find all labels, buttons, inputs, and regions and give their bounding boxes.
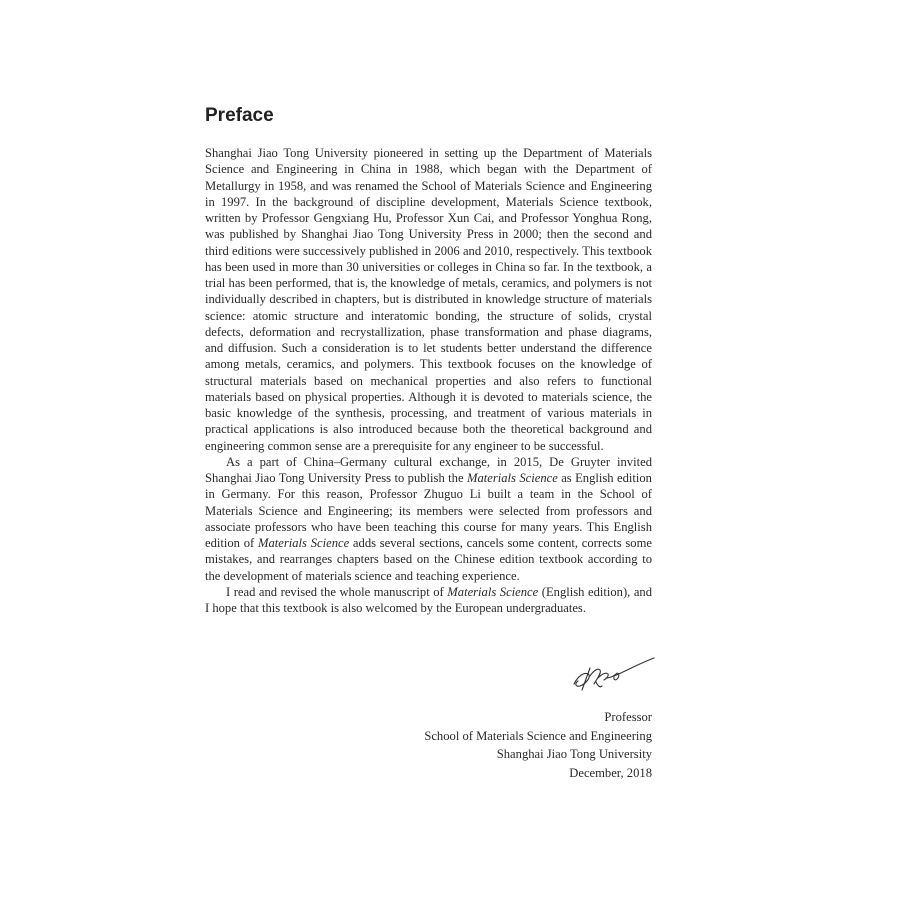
paragraph-1 xyxy=(205,145,652,454)
handwritten-signature xyxy=(568,654,658,698)
book-title-italic: Materials Science xyxy=(466,471,558,485)
paragraph-3 xyxy=(205,584,652,617)
closing-role: Professor xyxy=(604,710,652,724)
closing-school: School of Materials Science and Engineering xyxy=(424,728,652,743)
paragraph-2-text-a: As a part of China–Germany cultural exchange, in 2015, De Gruyter invited Shanghai Jiao Tong University Press to publish the xyxy=(205,454,652,485)
paragraph-2-text-b: as English edition in Germany. For this reason, Professor Zhuguo Li built a team in the School of Materials Science and Engineering; its members were selected from professors and associate professors who have been teaching this course for many years. This English edition of xyxy=(205,471,652,550)
paragraph-1-text: Shanghai Jiao Tong University pioneered in setting up the Department of Materials Science and Engineering in China in 1988, which began with the Department of Metallurgy in 1958, and was renamed the School of Materials Science and Engineering in 1997. In the background of discipline development, Materials Science textbook, written by Professor Gengxiang Hu, Professor Xun Cai, and Professor Yonghua Rong, was published by Shanghai Jiao Tong University Press in 2000; then the second and third editions were successively published in 2006 and 2010, respectively. This textbook has been used in more than 30 universities or colleges in China so far. In the textbook, a trial has been performed, that is, the knowledge of metals, ceramics, and polymers is not individually described in chapters, but is distributed in knowledge structure of materials science: atomic structure and interatomic bonding, the structure of solids, crystal defects, deformation and recrystallization, phase transformation and phase diagrams, and diffusion. Such a consideration is to let students better understand the difference among metals, ceramics, and polymers. This textbook focuses on the knowledge of structural materials based on mechanical properties and also refers to functional materials based on physical properties. Although it is devoted to materials science, the basic knowledge of the synthesis, processing, and treatment of various materials in practical applications is also introduced because both the theoretical background and engineering common sense are a prerequisite for any engineer to be successful. xyxy=(205,146,652,453)
paragraph-2-text-c: adds several sections, cancels some content, corrects some mistakes, and rearranges chapters based on the Chinese edition textbook according to the development of materials science and teaching experience. xyxy=(205,536,652,583)
page-title: Preface xyxy=(205,105,274,126)
closing-date: December, 2018 xyxy=(569,765,652,780)
book-title-italic: Materials Science xyxy=(257,536,350,550)
preface-body xyxy=(205,145,652,616)
book-title-italic: Materials Science xyxy=(447,584,539,599)
paragraph-2 xyxy=(205,454,652,584)
signature-block xyxy=(424,708,652,782)
paragraph-3-text-a: I read and revised the whole manuscript of xyxy=(226,584,448,599)
paragraph-3-text-b: (English edition), and I hope that this textbook is also welcomed by the European undergraduates. xyxy=(205,584,653,615)
closing-university: Shanghai Jiao Tong University xyxy=(496,747,652,761)
